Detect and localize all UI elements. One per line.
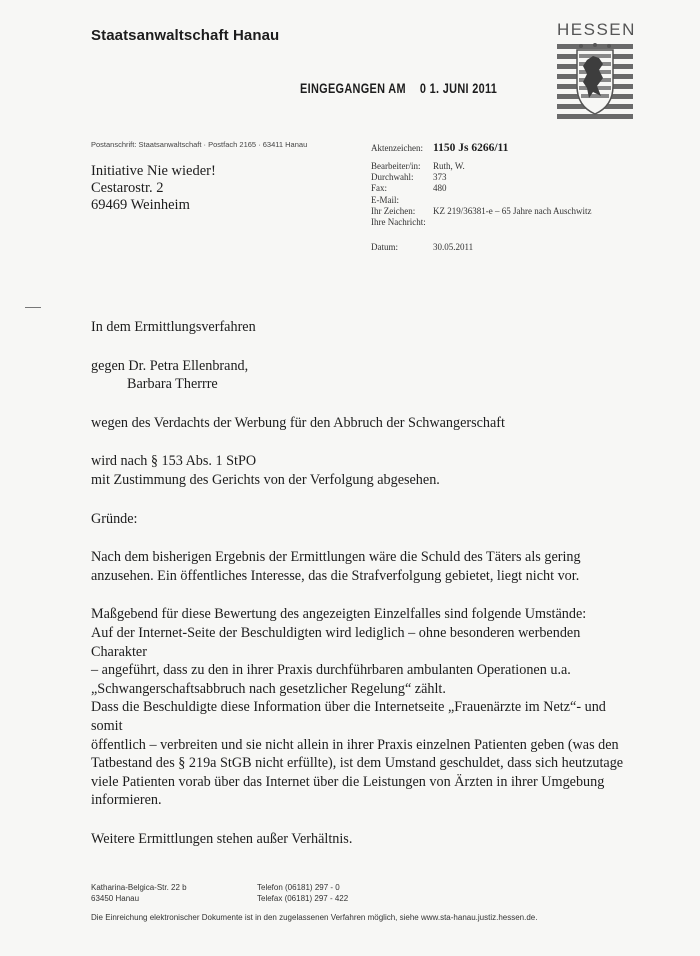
aktenzeichen-label: Aktenzeichen: — [371, 143, 423, 153]
meta-value: 373 — [433, 172, 447, 183]
stamp-label: EINGEGANGEN AM — [300, 80, 406, 96]
meta-label: Ihr Zeichen: — [371, 205, 416, 216]
footer-contact — [257, 883, 348, 904]
meta-row — [371, 183, 591, 194]
letter-body — [91, 318, 631, 848]
reference-block — [371, 141, 591, 253]
reason-paragraph-2-line: öffentlich – verbreiten und sie nicht allein in ihrer Praxis einzelnen Patienten geben (was den — [91, 736, 619, 753]
meta-label: Durchwahl: — [371, 172, 414, 183]
recipient-street: Cestarostr. 2 — [91, 180, 164, 196]
authority-name: Staatsanwaltschaft Hanau — [91, 27, 280, 44]
intro-line: In dem Ermittlungsverfahren — [91, 319, 256, 335]
reasons-heading: Gründe: — [91, 510, 138, 527]
reason-paragraph-2-line: viele Patienten vorab über das Internet über die Leistungen von Ärzten in ihrer Umgebung — [91, 773, 605, 790]
footer-address — [91, 883, 187, 904]
footer-fax: Telefax (06181) 297 - 422 — [257, 893, 349, 903]
closing-line: Weitere Ermittlungen stehen außer Verhältnis. — [91, 830, 353, 847]
footer-city: 63450 Hanau — [91, 893, 140, 903]
reason-paragraph-2-line: „Schwangerschaftsabbruch nach gesetzlicher Regelung“ zählt. — [91, 680, 446, 697]
meta-label: E-Mail: — [371, 194, 399, 205]
stamp-date: 0 1. JUNI 2011 — [419, 80, 498, 96]
date-label: Datum: — [371, 242, 398, 253]
reason-paragraph-2-line: informieren. — [91, 792, 162, 809]
charge-line: wegen des Verdachts der Werbung für den Abbruch der Schwangerschaft — [91, 414, 505, 431]
return-address: Postanschrift: Staatsanwaltschaft · Postfach 2165 · 63411 Hanau — [91, 140, 308, 149]
meta-row — [371, 195, 591, 206]
decision-line-1: wird nach § 153 Abs. 1 StPO — [91, 453, 257, 470]
decision-line-2: mit Zustimmung des Gerichts von der Verfolgung abgesehen. — [91, 471, 440, 488]
hessen-crest-logo — [557, 42, 633, 120]
meta-row — [371, 217, 591, 228]
recipient-name: Initiative Nie wieder! — [91, 163, 216, 179]
aktenzeichen-row — [371, 141, 591, 157]
reason-paragraph-2-line: – angeführt, dass zu den in ihrer Praxis durchführbaren ambulanten Operationen u.a. — [91, 662, 571, 679]
reason-paragraph-1-line: Nach dem bisherigen Ergebnis der Ermittlungen wäre die Schuld des Täters als gering — [91, 549, 581, 566]
meta-row — [371, 206, 591, 217]
reason-paragraph-2-line: Maßgebend für diese Bewertung des angezeigten Einzelfalles sind folgende Umstände: — [91, 606, 587, 623]
footer-phone: Telefon (06181) 297 - 0 — [257, 883, 340, 892]
recipient-city: 69469 Weinheim — [91, 197, 190, 213]
meta-row — [371, 161, 591, 172]
meta-row — [371, 172, 591, 183]
meta-label: Ihre Nachricht: — [371, 216, 426, 227]
reason-paragraph-2-line: Tatbestand des § 219a StGB nicht erfüllte), ist dem Umstand geschuldet, dass sich heutzutage — [91, 755, 624, 772]
reason-paragraph-2-line: Dass die Beschuldigte diese Information über die Internetseite „Frauenärzte im Netz“- und somit — [91, 699, 606, 734]
date-row — [371, 242, 591, 253]
received-stamp — [300, 80, 497, 96]
meta-label: Bearbeiter/in: — [371, 161, 421, 171]
date-value: 30.05.2011 — [433, 242, 474, 253]
aktenzeichen-value: 1150 Js 6266/11 — [433, 142, 509, 154]
meta-value: Ruth, W. — [433, 161, 465, 171]
footer-street: Katharina-Belgica-Str. 22 b — [91, 883, 187, 892]
meta-value: KZ 219/36381-e – 65 Jahre nach Auschwitz — [433, 205, 592, 216]
fold-mark — [25, 307, 41, 308]
meta-value: 480 — [433, 183, 447, 194]
state-label: HESSEN — [557, 20, 636, 39]
reason-paragraph-1-line: anzusehen. Ein öffentliches Interesse, das die Strafverfolgung gebietet, liegt nicht vor. — [91, 567, 580, 584]
footer-note: Die Einreichung elektronischer Dokumente ist in den zugelassenen Verfahren möglich, siehe www.sta-hanau.justiz.hessen.de. — [91, 913, 538, 922]
reason-paragraph-2-line: Auf der Internet-Seite der Beschuldigten wird lediglich – ohne besonderen werbenden Charakter — [91, 624, 581, 660]
accused-line-2: Barbara Therrre — [127, 376, 218, 393]
accused-line-1: gegen Dr. Petra Ellenbrand, — [91, 357, 249, 374]
recipient-address — [91, 163, 216, 214]
meta-label: Fax: — [371, 183, 388, 194]
